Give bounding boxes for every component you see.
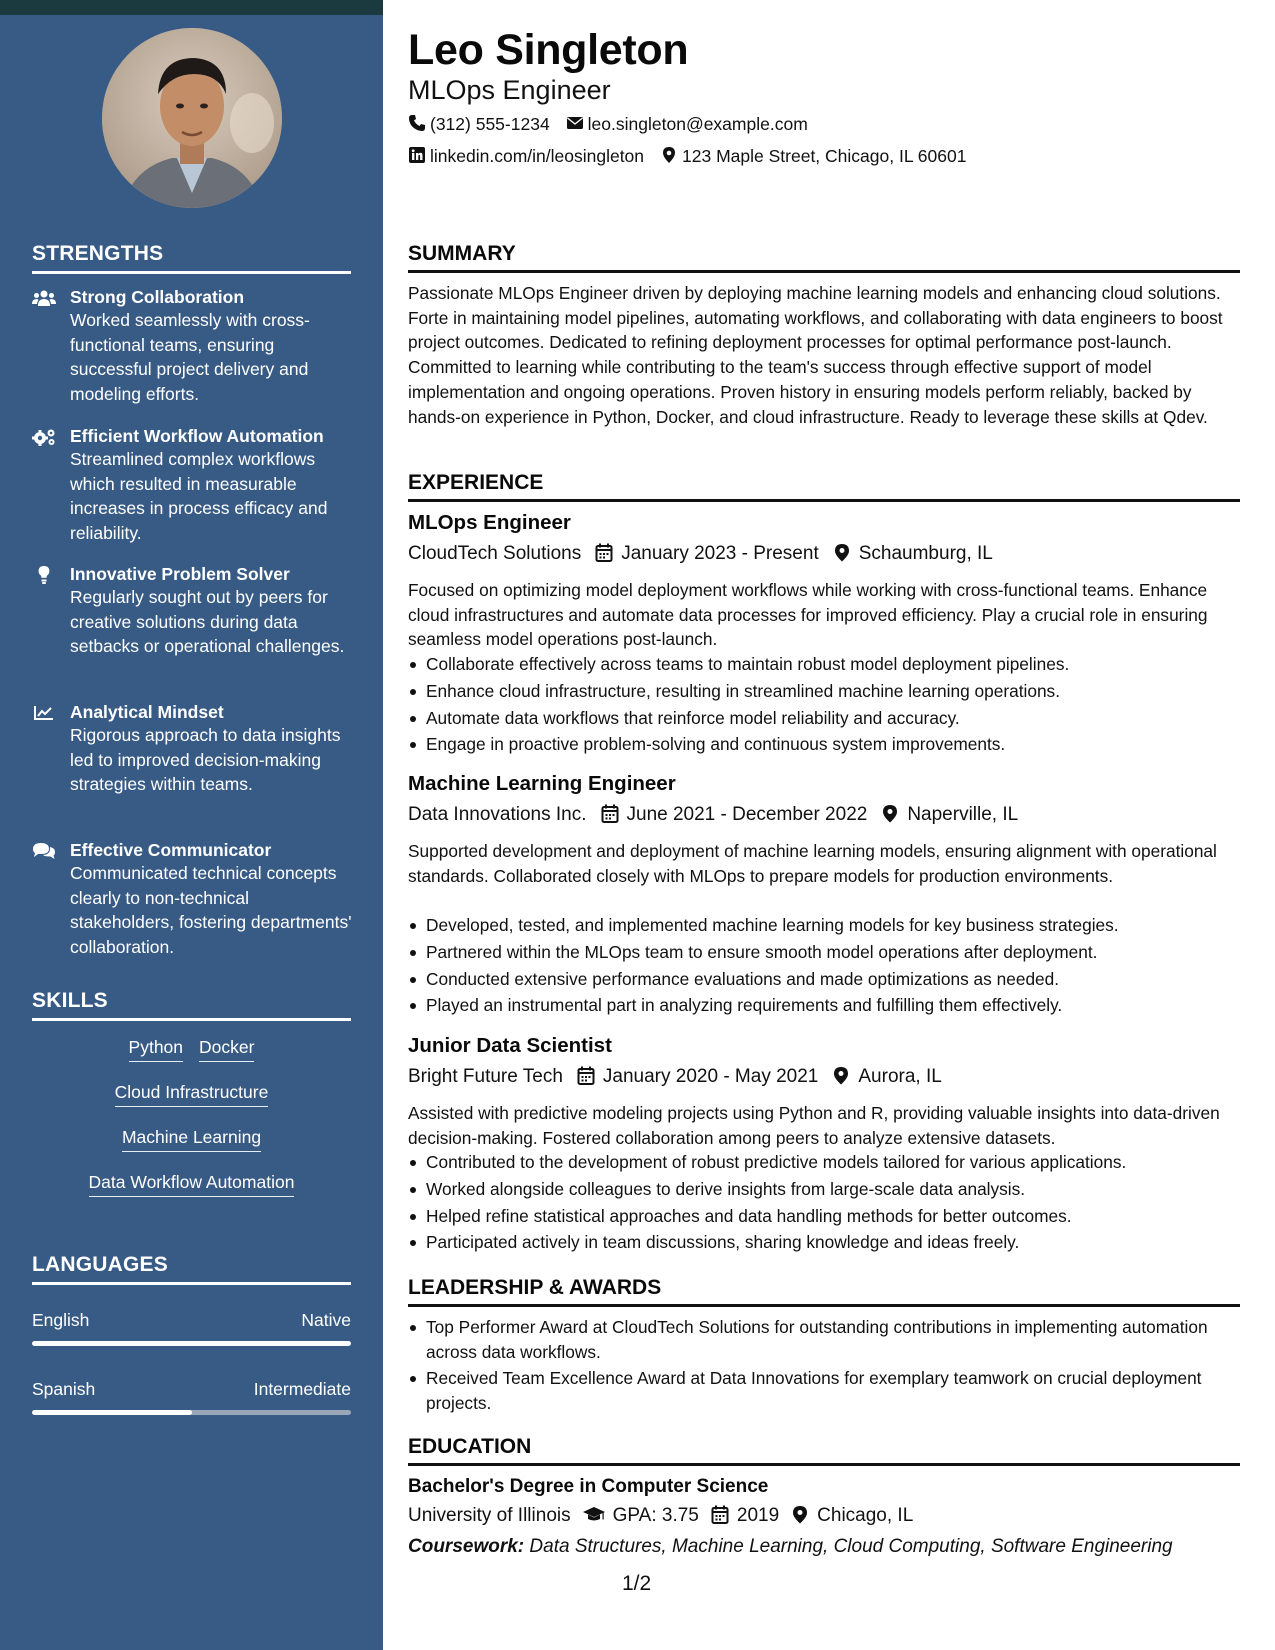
job-description: Assisted with predictive modeling projects using Python and R, providing valuable insights into data-driven decision-making. Fostered collaboration among peers to analyze extensive datasets. — [408, 1103, 1220, 1148]
awards-list — [408, 1315, 1240, 1418]
job-bullets — [408, 913, 1240, 1020]
strength-title: Efficient Workflow Automation — [70, 426, 324, 446]
experience-heading: EXPERIENCE — [408, 471, 1240, 502]
job-title: Machine Learning Engineer — [408, 772, 676, 795]
graduation-year: 2019 — [736, 1505, 780, 1526]
job-location: Aurora, IL — [858, 1066, 942, 1087]
profile-photo — [102, 28, 282, 208]
skills-list — [32, 1036, 351, 1216]
calendar-icon — [711, 1505, 729, 1524]
calendar-icon — [595, 543, 613, 562]
users-icon — [32, 289, 56, 307]
language-proficiency-bar — [32, 1341, 351, 1346]
calendar-icon — [601, 804, 619, 823]
language-name: English — [32, 1310, 90, 1330]
language-item — [32, 1309, 351, 1346]
education-location: Chicago, IL — [817, 1505, 914, 1526]
list-item: Developed, tested, and implemented machine learning models for key business strategies. — [408, 913, 1240, 938]
gears-icon — [32, 428, 56, 446]
job-meta — [408, 543, 993, 565]
gpa-text: GPA: 3.75 — [612, 1505, 699, 1526]
strength-title: Strong Collaboration — [70, 287, 245, 307]
list-item: Collaborate effectively across teams to maintain robust model deployment pipelines. — [408, 652, 1240, 677]
language-proficiency-fill — [32, 1410, 192, 1415]
email-link[interactable]: leo.singleton@example.com — [587, 114, 808, 134]
skill-tag: Machine Learning — [122, 1126, 261, 1152]
job-company: Data Innovations Inc. — [408, 804, 587, 825]
map-marker-icon — [832, 1066, 850, 1085]
skill-tag: Python — [129, 1036, 183, 1062]
language-proficiency-fill — [32, 1341, 351, 1346]
lightbulb-icon — [32, 566, 56, 584]
education-heading: EDUCATION — [408, 1435, 1240, 1466]
envelope-icon — [566, 114, 584, 132]
sidebar-top-bar — [0, 0, 383, 15]
job-meta — [408, 1066, 942, 1088]
strength-item — [32, 286, 352, 406]
coursework-label: Coursework: — [408, 1536, 525, 1557]
chart-line-icon — [32, 704, 56, 722]
school-name: University of Illinois — [408, 1505, 571, 1526]
strength-desc: Streamlined complex workflows which resulted in measurable increases in process efficacy and reliability. — [70, 449, 328, 543]
list-item: Partnered within the MLOps team to ensure smooth model operations after deployment. — [408, 940, 1240, 965]
list-item: Worked alongside colleagues to derive insights from large-scale data analysis. — [408, 1177, 1240, 1202]
list-item: Engage in proactive problem-solving and continuous system improvements. — [408, 732, 1240, 757]
list-item: Played an instrumental part in analyzing requirements and fulfilling them effectively. — [408, 993, 1240, 1018]
list-item: Enhance cloud infrastructure, resulting in streamlined machine learning operations. — [408, 679, 1240, 704]
list-item: Participated actively in team discussions, sharing knowledge and ideas freely. — [408, 1230, 1240, 1255]
job-location: Naperville, IL — [907, 804, 1019, 825]
map-marker-icon — [791, 1505, 809, 1524]
job-company: Bright Future Tech — [408, 1066, 563, 1087]
list-item: Conducted extensive performance evaluations and made optimizations as needed. — [408, 967, 1240, 992]
summary-heading: SUMMARY — [408, 242, 1240, 273]
phone-link[interactable]: (312) 555-1234 — [430, 114, 550, 134]
strength-title: Innovative Problem Solver — [70, 564, 290, 584]
list-item: Contributed to the development of robust predictive models tailored for various applications. — [408, 1150, 1240, 1175]
list-item: Top Performer Award at CloudTech Solutions for outstanding contributions in implementing automation across data workflows. — [408, 1315, 1240, 1364]
calendar-icon — [577, 1066, 595, 1085]
contact-row — [408, 146, 966, 167]
contact-row — [408, 114, 808, 135]
skill-tag: Docker — [199, 1036, 254, 1062]
page-number: 1/2 — [622, 1572, 652, 1595]
job-title: MLOps Engineer — [408, 511, 571, 534]
strength-title: Analytical Mindset — [70, 702, 224, 722]
map-marker-icon — [881, 804, 899, 823]
comments-icon — [32, 842, 56, 860]
linkedin-link[interactable]: linkedin.com/in/leosingleton — [430, 146, 645, 166]
strength-item — [32, 563, 352, 659]
language-item — [32, 1378, 351, 1415]
job-title: Junior Data Scientist — [408, 1034, 612, 1057]
address-text: 123 Maple Street, Chicago, IL 60601 — [682, 146, 967, 166]
strength-desc: Regularly sought out by peers for creative solutions during data setbacks or operational challenges. — [70, 587, 345, 656]
list-item: Helped refine statistical approaches and data handling methods for better outcomes. — [408, 1204, 1240, 1229]
job-dates: January 2023 - Present — [621, 543, 819, 564]
strength-desc: Communicated technical concepts clearly to non-technical stakeholders, fostering departments' collaboration. — [70, 863, 352, 957]
map-marker-icon — [833, 543, 851, 562]
job-company: CloudTech Solutions — [408, 543, 582, 564]
job-description: Supported development and deployment of machine learning models, ensuring alignment with operational standards. Collaborated closely with MLOps to prepare models for production environments. — [408, 841, 1217, 886]
languages-heading: LANGUAGES — [32, 1253, 351, 1285]
skills-heading: SKILLS — [32, 989, 351, 1021]
skill-tag: Cloud Infrastructure — [115, 1081, 269, 1107]
candidate-name: Leo Singleton — [408, 26, 689, 74]
job-location: Schaumburg, IL — [858, 543, 993, 564]
strength-item — [32, 425, 352, 545]
coursework-list: Data Structures, Machine Learning, Cloud Computing, Software Engineering — [529, 1536, 1173, 1557]
strength-item — [32, 839, 352, 959]
language-level: Intermediate — [253, 1379, 351, 1399]
awards-heading: LEADERSHIP & AWARDS — [408, 1276, 1240, 1307]
graduation-cap-icon — [583, 1505, 605, 1524]
summary-text: Passionate MLOps Engineer driven by deploying machine learning models and enhancing cloud solutions. Forte in maintaining model pipelines, automating workflows, and collaborating with data engineers to boost project outcomes. Dedicated to refining deployment processes for optimal performance post-launch. Committed to learning while contributing to the team's success through effective support of model implementation and ongoing operations. Proven history in ensuring models perform reliably, backed by hands-on experience in Python, Docker, and cloud infrastructure. Ready to leverage these skills at Qdev. — [408, 283, 1223, 427]
job-dates: January 2020 - May 2021 — [602, 1066, 819, 1087]
language-proficiency-bar — [32, 1410, 351, 1415]
strengths-heading: STRENGTHS — [32, 242, 351, 274]
map-marker-icon — [660, 146, 678, 164]
strength-desc: Worked seamlessly with cross-functional teams, ensuring successful project delivery and modeling efforts. — [70, 310, 310, 404]
phone-icon — [408, 114, 426, 132]
strength-desc: Rigorous approach to data insights led to improved decision-making strategies within teams. — [70, 725, 341, 794]
list-item: Received Team Excellence Award at Data Innovations for exemplary teamwork on crucial deployment projects. — [408, 1366, 1240, 1415]
language-level: Native — [301, 1310, 351, 1330]
skill-tag: Data Workflow Automation — [89, 1171, 295, 1197]
list-item: Automate data workflows that reinforce model reliability and accuracy. — [408, 706, 1240, 731]
coursework — [408, 1536, 1173, 1558]
strength-title: Effective Communicator — [70, 840, 272, 860]
degree-title: Bachelor's Degree in Computer Science — [408, 1476, 769, 1497]
language-name: Spanish — [32, 1379, 96, 1399]
job-description: Focused on optimizing model deployment workflows while working with cross-functional teams. Enhance cloud infrastructures and automate data processes for improved efficiency. Play a crucial role in ensuring seamless model operations post-launch. — [408, 580, 1208, 650]
education-meta — [408, 1505, 913, 1527]
strength-item — [32, 701, 352, 797]
job-dates: June 2021 - December 2022 — [626, 804, 868, 825]
job-bullets — [408, 652, 1240, 759]
linkedin-icon — [408, 146, 426, 164]
sidebar — [0, 0, 383, 1650]
candidate-title: MLOps Engineer — [408, 75, 611, 105]
job-meta — [408, 804, 1018, 826]
job-bullets — [408, 1150, 1240, 1257]
